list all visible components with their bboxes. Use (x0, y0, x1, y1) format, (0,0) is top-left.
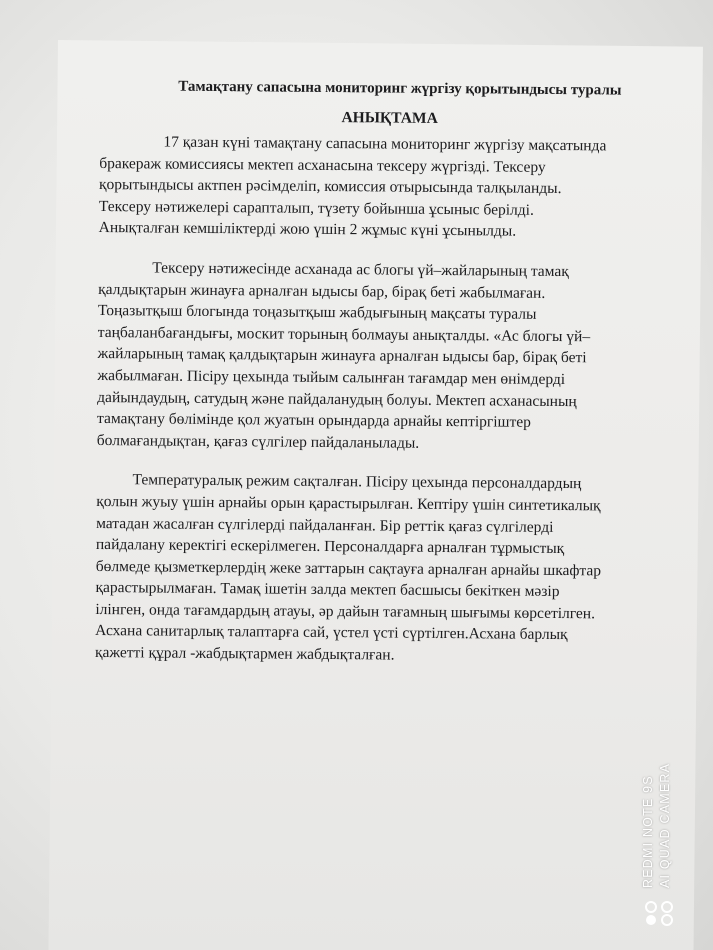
text-line: қарастырылмаған. Тамақ ішетін залда мектеп басшысы бекіткен мәзір (95, 579, 560, 601)
text-line: бөлмеде қызметкерлердің жеке заттарын сақтауға арналған арнайы шкафтар (95, 557, 602, 580)
watermark-line-1: REDMI NOTE 9S (641, 775, 655, 888)
watermark-text (640, 763, 674, 888)
text-line: 17 қазан күні тамақтану сапасына мониторинг жүргізу мақсатында (163, 133, 607, 155)
text-line: таңбаланбағандығы, москит торының болмауы анықталды. «Ас блогы үй– (97, 323, 591, 346)
text-line: қолын жуыу үшін арнайы орын қарастырылған. Кептіру үшін синтетикалық (96, 492, 601, 515)
paragraph-1 (99, 131, 660, 244)
text-line: дайындаудың, сатудың және пайдаланудың болуы. Мектеп асханасының (97, 388, 577, 410)
text-line: Тоңазытқыш блогында тоңазытқыш жабдығының мақсаты туралы (97, 302, 537, 323)
text-line: жайларының тамақ қалдықтарын жинауға арналған ыдысы бар, бірақ беті (97, 345, 587, 367)
text-line: Асхана санитарлық талаптарға сай, үстел үсті сүртілген.Асхана барлық (95, 622, 568, 644)
text-line: бракераж комиссиясы мектеп асханасына тексеру жүргізді. Тексеру (99, 154, 546, 176)
text-line: қажетті құрал -жабдықтармен жабдықталған. (94, 644, 395, 664)
text-line: Тексеру нәтижесінде асханада ас блогы үй–жайларының тамақ (152, 259, 569, 281)
text-line: қалдықтарын жинауға арналған ыдысы бар, бірақ беті жабылмаған. (98, 280, 546, 302)
text-line: Тексеру нәтижелері сарапталып, түзету бойынша ұсыныс берілді. (98, 197, 534, 219)
paragraph-2 (97, 257, 659, 456)
text-line: матадан жасалған сүлгілерді пайдаланған. Бір реттік қағаз сүлгілерді (96, 514, 554, 536)
camera-watermark (640, 728, 680, 928)
document-content (95, 78, 660, 687)
text-line: жабылмаған. Пісіру цехында тыйым салынған тағамдар мен өнімдерді (97, 366, 566, 389)
text-line: пайдалану керектігі ескерілмеген. Персоналдарға арналған тұрмыстық (95, 536, 565, 558)
text-line: Анықталған кемшіліктерді жою үшін 2 жұмыс күні ұсынылды. (98, 219, 517, 241)
text-line: Температуралық режим сақталған. Пісіру цехында персоналдардың (132, 471, 582, 493)
text-line: тамақтану бөлімінде қол жуатын орындарда арнайы кептіргіштер (96, 410, 532, 431)
text-line: қорытындысы актпен рәсімделіп, комиссия отырысында талқыланды. (98, 176, 562, 198)
text-line: ілінген, онда тағамдардың атауы, әр дайын тағамның шығымы көрсетілген. (95, 600, 596, 623)
text-line: болмағандықтан, қағаз сүлгілер пайдаланылады. (96, 431, 420, 452)
camera-dots-logo-icon (642, 900, 678, 926)
document-title: Тамақтану сапасына мониторинг жүргізу қорытындысы туралы (178, 78, 622, 99)
watermark-line-2: AI QUAD CAMERA (658, 762, 672, 888)
paragraph-3 (95, 469, 657, 668)
document-heading: АНЫҚТАМА (341, 109, 438, 127)
